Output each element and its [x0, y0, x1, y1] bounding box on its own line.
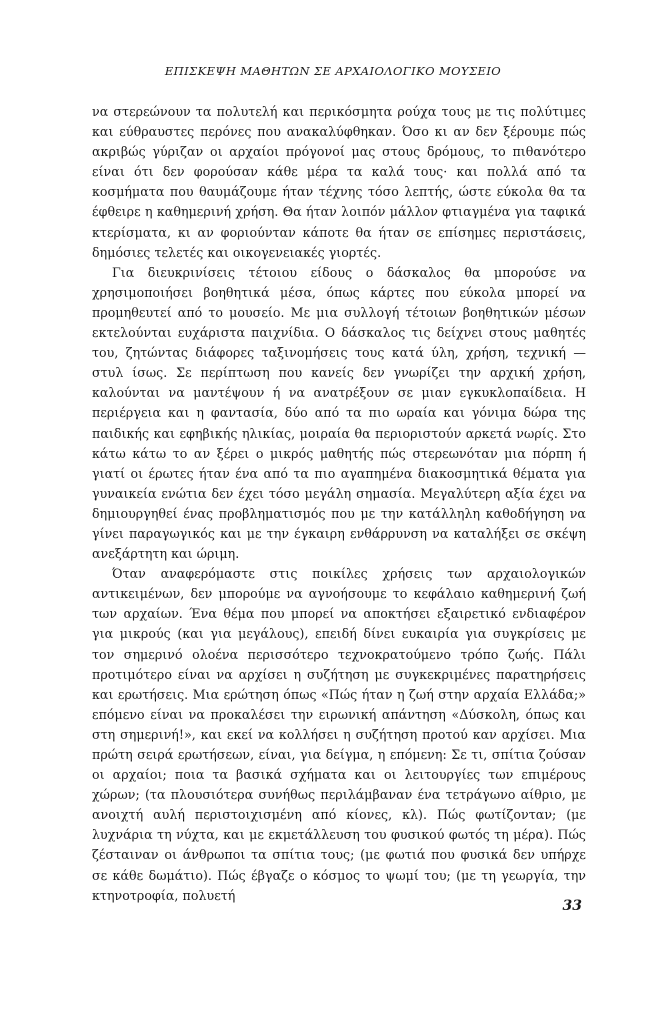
page-number: 33	[562, 898, 582, 914]
paragraph: Όταν αναφερόμαστε στις ποικίλες χρήσεις των αρχαιολογικών αντικειμένων, δεν μπορούμε να αγνοήσουμε το κεφάλαιο καθημερινή ζωή των αρχαίων. Ένα θέμα που μπορεί να αποκτήσει εξαιρετικό ενδιαφέρον για μικρούς (και για μεγάλους), επειδή δίνει ευκαιρία για συγκρίσεις με τον σημερινό ολοένα περισσότερο τεχνοκρατούμενο τρόπο ζωής. Πάλι προτιμότερο είναι να αρχίσει η συζήτηση με συγκεκριμένες παρατηρήσεις και ερωτήσεις. Μια ερώτηση όπως «Πώς ήταν η ζωή στην αρχαία Ελλάδα;» επόμενο είναι να προκαλέσει την ειρωνική απάντηση «Δύσκολη, όπως και στη σημερινή!», και εκεί να κολλήσει η συζήτηση προτού καν αρχίσει. Μια πρώτη σειρά ερωτήσεων, είναι, για δείγμα, η επόμενη: Σε τι, σπίτια ζούσαν οι αρχαίοι; ποια τα βασικά σχήματα και οι λειτουργίες των επιμέρους χώρων; (τα πλουσιότερα συνήθως περιλάμβαναν ένα τετράγωνο αίθριο, με ανοιχτή αυλή περιστοιχισμένη από κίονες, κλ). Πώς φωτίζονταν; (με λυχνάρια τη νύχτα, και με εκμετάλλευση του φυσικού φωτός τη μέρα). Πώς ζέσταιναν οι άνθρωποι τα σπίτια τους; (με φωτιά που φυσικά δεν υπήρχε σε κάθε δωμάτιο). Πώς έβγαζε ο κόσμος το ψωμί του; (με τη γεωργία, την κτηνοτροφία, πολυετή	[92, 566, 586, 903]
paragraph: Για διευκρινίσεις τέτοιου είδους ο δάσκαλος θα μπορούσε να χρησιμοποιήσει βοηθητικά μέσα, όπως κάρτες που εύκολα μπορεί να προμηθευτεί από το μουσείο. Με μια συλλογή τέτοιων βοηθητικών μέσων εκτελούνται ευχάριστα παιχνίδια. Ο δάσκαλος τις δείχνει στους μαθητές του, ζητώντας διάφορες ταξινομήσεις τους κατά ύλη, χρήση, τεχνική — στυλ ίσως. Σε περίπτωση που κανείς δεν γνωρίζει την αρχική χρήση, καλούνται να μαντέψουν ή να ανατρέξουν σε μιαν εγκυκλοπαίδεια. Η περιέργεια και η φαντασία, δύο από τα πιο ωραία και γόνιμα δώρα της παιδικής και εφηβικής ηλικίας, μοιραία θα περιοριστούν αρκετά νωρίς. Στο κάτω κάτω το αν ξέρει ο μικρός μαθητής πώς στερεωνόταν μια πόρπη ή γιατί οι έρωτες ήταν ένα από τα πιο αγαπημένα διακοσμητικά θέματα για γυναικεία ενώτια δεν έχει τόσο μεγάλη σημασία. Μεγαλύτερη αξία έχει να δημιουργηθεί ένας προβληματισμός που με την κατάλληλη καθοδήγηση να γίνει παραγωγικός και με την έγκαιρη ενθάρρυνση να καταλήξει σε σκέψη ανεξάρτητη και ώριμη.	[92, 264, 586, 562]
paragraph: να στερεώνουν τα πολυτελή και περικόσμητα ρούχα τους με τις πολύτιμες και εύθραυστες περόνες που ανακαλύφθηκαν. Όσο κι αν δεν ξέρουμε πώς ακριβώς γύριζαν οι αρχαίοι πρόγονοί μας στους δρόμους, το πιθανότερο είναι ότι δεν φορούσαν κάθε μέρα τα καλά τους· και πολλά από τα κοσμήματα που θαυμάζουμε ήταν τέχνης τόσο λεπτής, ώστε εύκολα θα τα έφθειρε η καθημερινή χρήση. Θα ήταν λοιπόν μάλλον φτιαγμένα για ταφικά κτερίσματα, κι αν φοριούνταν κάποτε θα ήταν σε επίσημες περιστάσεις, δημόσιες τελετές και οικογενειακές γιορτές.	[92, 104, 586, 260]
running-header: ΕΠΙΣΚΕΨΗ ΜΑΘΗΤΩΝ ΣΕ ΑΡΧΑΙΟΛΟΓΙΚΟ ΜΟΥΣΕΙΟ	[164, 64, 502, 78]
body-text	[92, 102, 586, 906]
